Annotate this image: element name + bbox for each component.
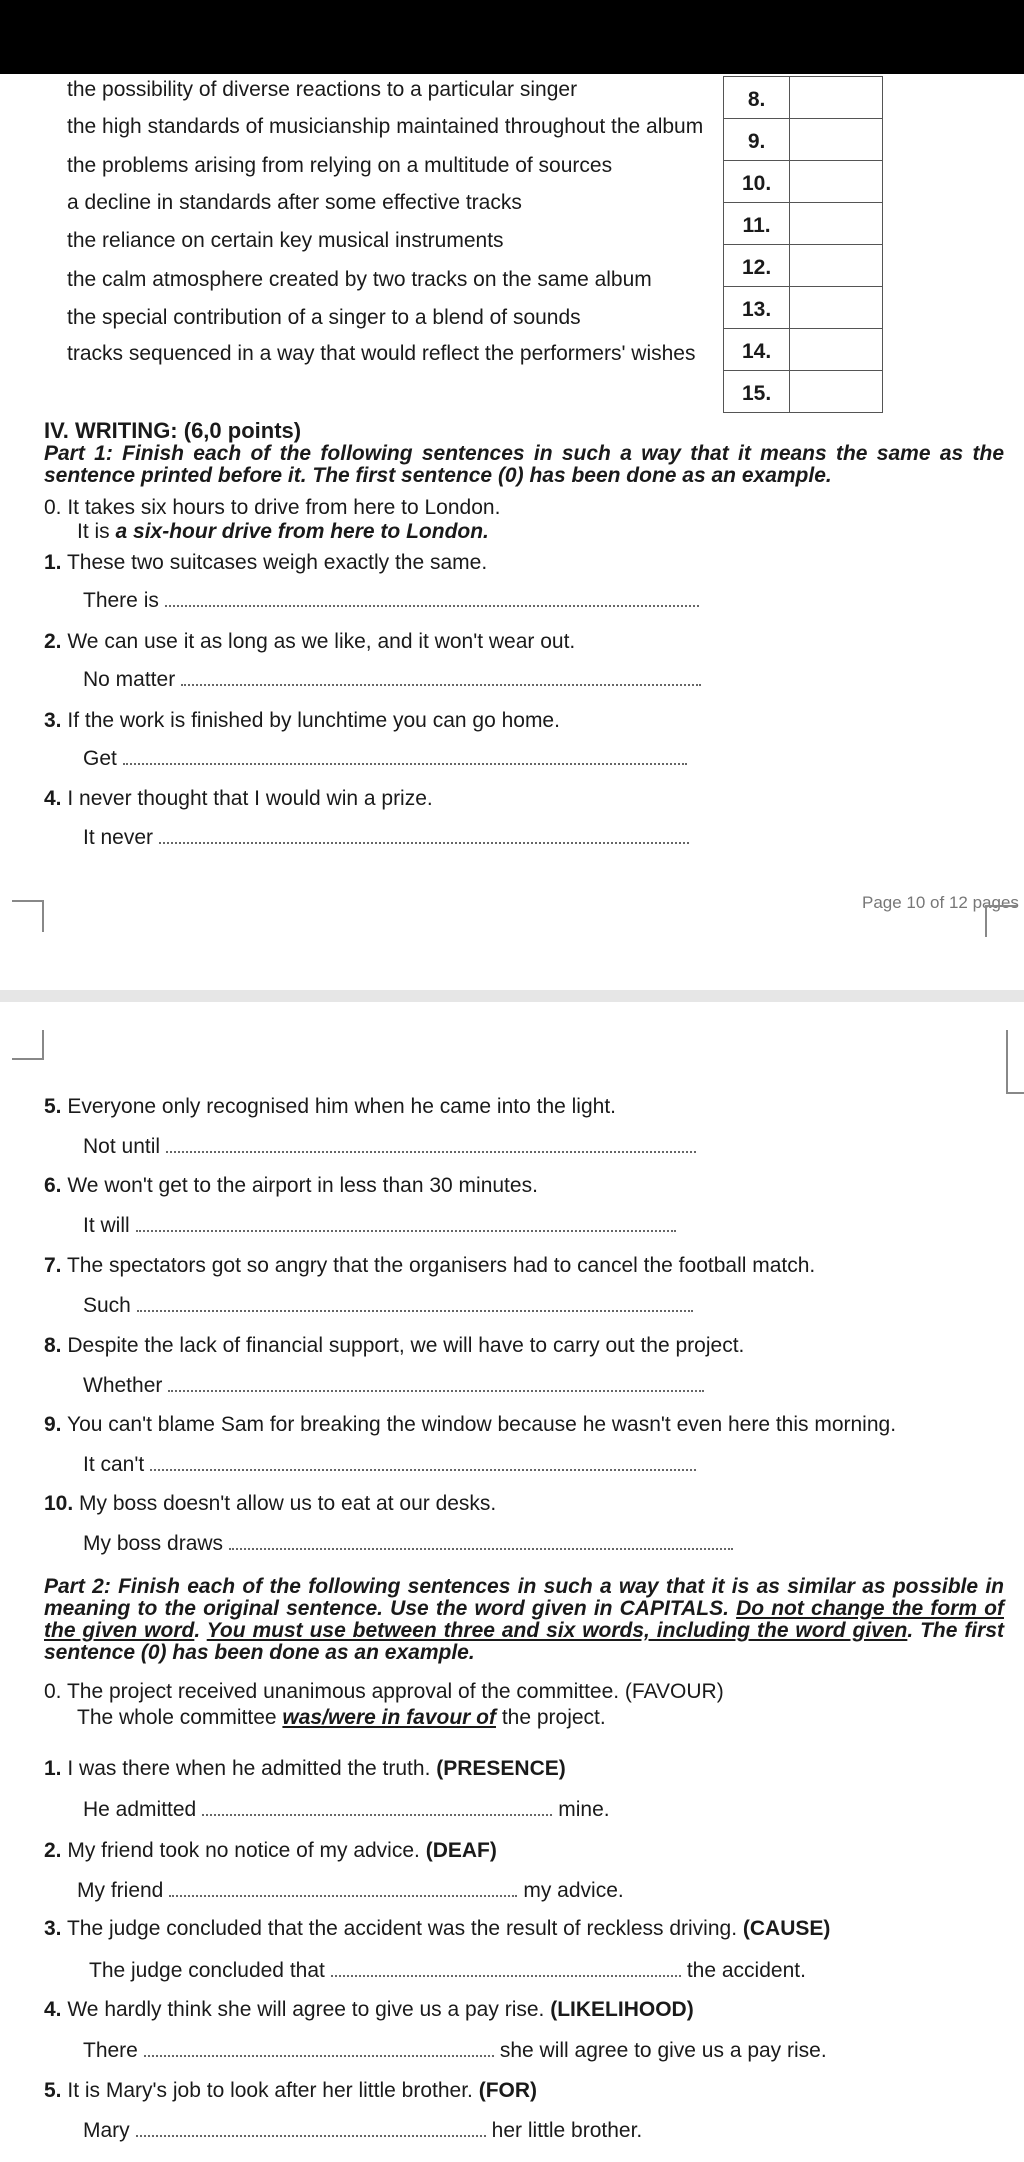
answer-number: 9. (724, 119, 790, 161)
statement-13: the calm atmosphere created by two tracks on the same album (67, 268, 652, 291)
answer-number: 13. (724, 287, 790, 329)
part1-item-6: 6. We won't get to the airport in less than 30 minutes. (44, 1174, 538, 1197)
part1-item-3: 3. If the work is finished by lunchtime you can go home. (44, 709, 560, 732)
part1-item-9: 9. You can't blame Sam for breaking the window because he wasn't even here this morning. (44, 1413, 897, 1436)
part1-answer-6[interactable]: It will (83, 1214, 676, 1238)
crop-mark (12, 1030, 44, 1060)
part2-answer-2[interactable]: My friend my advice. (77, 1879, 624, 1902)
page-separator (0, 990, 1024, 1002)
part1-item-7: 7. The spectators got so angry that the organisers had to cancel the football match. (44, 1254, 816, 1277)
part2-instruction: Part 2: Finish each of the following sentences in such a way that it is as similar as possible in meaning to the original sentence. Use the word given in CAPITALS. Do not change the form of the given word. You must use between three and six words, including the word given. The first sentence (0) has been done as an example. (44, 1575, 1005, 1664)
part1-item-2: 2. We can use it as long as we like, and it won't wear out. (44, 630, 576, 653)
part1-item-8: 8. Despite the lack of financial support, we will have to carry out the project. (44, 1334, 745, 1357)
part1-answer-2[interactable]: No matter (83, 668, 701, 692)
part2-item-2: 2. My friend took no notice of my advice. (DEAF) (44, 1839, 497, 1862)
part2-answer-1[interactable]: He admitted mine. (83, 1798, 610, 1821)
answer-box[interactable] (790, 245, 883, 287)
part1-item-10: 10. My boss doesn't allow us to eat at our desks. (44, 1492, 497, 1515)
part1-example-question: 0. It takes six hours to drive from here to London. (44, 496, 501, 519)
answer-number: 10. (724, 161, 790, 203)
part2-item-1: 1. I was there when he admitted the truth. (PRESENCE) (44, 1757, 566, 1780)
part2-item-4: 4. We hardly think she will agree to give us a pay rise. (LIKELIHOOD) (44, 1998, 694, 2021)
page-number: Page 10 of 12 pages (862, 893, 1019, 912)
part1-answer-10[interactable]: My boss draws (83, 1532, 733, 1556)
part1-example-answer: It is a six-hour drive from here to London. (77, 520, 489, 543)
crop-mark (1006, 1030, 1024, 1094)
answer-box[interactable] (790, 329, 883, 371)
writing-heading: IV. WRITING: (6,0 points) (44, 418, 302, 443)
part2-answer-4[interactable]: There she will agree to give us a pay rise. (83, 2039, 827, 2062)
part1-item-5: 5. Everyone only recognised him when he came into the light. (44, 1095, 617, 1118)
part1-item-4: 4. I never thought that I would win a prize. (44, 787, 433, 810)
answer-box[interactable] (790, 161, 883, 203)
statement-10: the problems arising from relying on a multitude of sources (67, 154, 613, 177)
part1-answer-3[interactable]: Get (83, 747, 687, 771)
part1-answer-7[interactable]: Such (83, 1294, 693, 1318)
statement-15: tracks sequenced in a way that would reflect the performers' wishes (67, 342, 696, 365)
answer-box[interactable] (790, 77, 883, 119)
part1-answer-8[interactable]: Whether (83, 1374, 704, 1398)
part2-answer-3[interactable]: The judge concluded that the accident. (89, 1959, 806, 1982)
part1-answer-1[interactable]: There is (83, 589, 699, 613)
part2-example-question: 0. The project received unanimous approval of the committee. (FAVOUR) (44, 1680, 724, 1703)
statement-11: a decline in standards after some effective tracks (67, 191, 522, 214)
part1-instruction: Part 1: Finish each of the following sentences in such a way that it means the same as the sentence printed before it. The first sentence (0) has been done as an example. (44, 442, 1004, 487)
part2-item-3: 3. The judge concluded that the accident was the result of reckless driving. (CAUSE) (44, 1917, 831, 1940)
answer-box[interactable] (790, 371, 883, 413)
part2-example-answer: The whole committee was/were in favour of the project. (77, 1706, 606, 1729)
answer-box[interactable] (790, 287, 883, 329)
answer-number: 8. (724, 77, 790, 119)
answer-grid (723, 76, 883, 413)
part1-item-1: 1. These two suitcases weigh exactly the same. (44, 551, 488, 574)
crop-mark (12, 900, 44, 932)
answer-number: 11. (724, 203, 790, 245)
part2-answer-5[interactable]: Mary her little brother. (83, 2119, 643, 2142)
statement-12: the reliance on certain key musical instruments (67, 229, 504, 252)
answer-number: 14. (724, 329, 790, 371)
crop-mark (985, 905, 1017, 937)
top-black-bar (0, 0, 1024, 74)
part1-answer-9[interactable]: It can't (83, 1453, 696, 1477)
part1-answer-4[interactable]: It never (83, 826, 689, 850)
statement-9: the high standards of musicianship maintained throughout the album (67, 115, 704, 138)
part1-answer-5[interactable]: Not until (83, 1135, 696, 1159)
answer-number: 15. (724, 371, 790, 413)
part2-item-5: 5. It is Mary's job to look after her little brother. (FOR) (44, 2079, 538, 2102)
answer-box[interactable] (790, 119, 883, 161)
statement-14: the special contribution of a singer to a blend of sounds (67, 306, 581, 329)
statement-8: the possibility of diverse reactions to a particular singer (67, 78, 578, 101)
answer-box[interactable] (790, 203, 883, 245)
answer-number: 12. (724, 245, 790, 287)
